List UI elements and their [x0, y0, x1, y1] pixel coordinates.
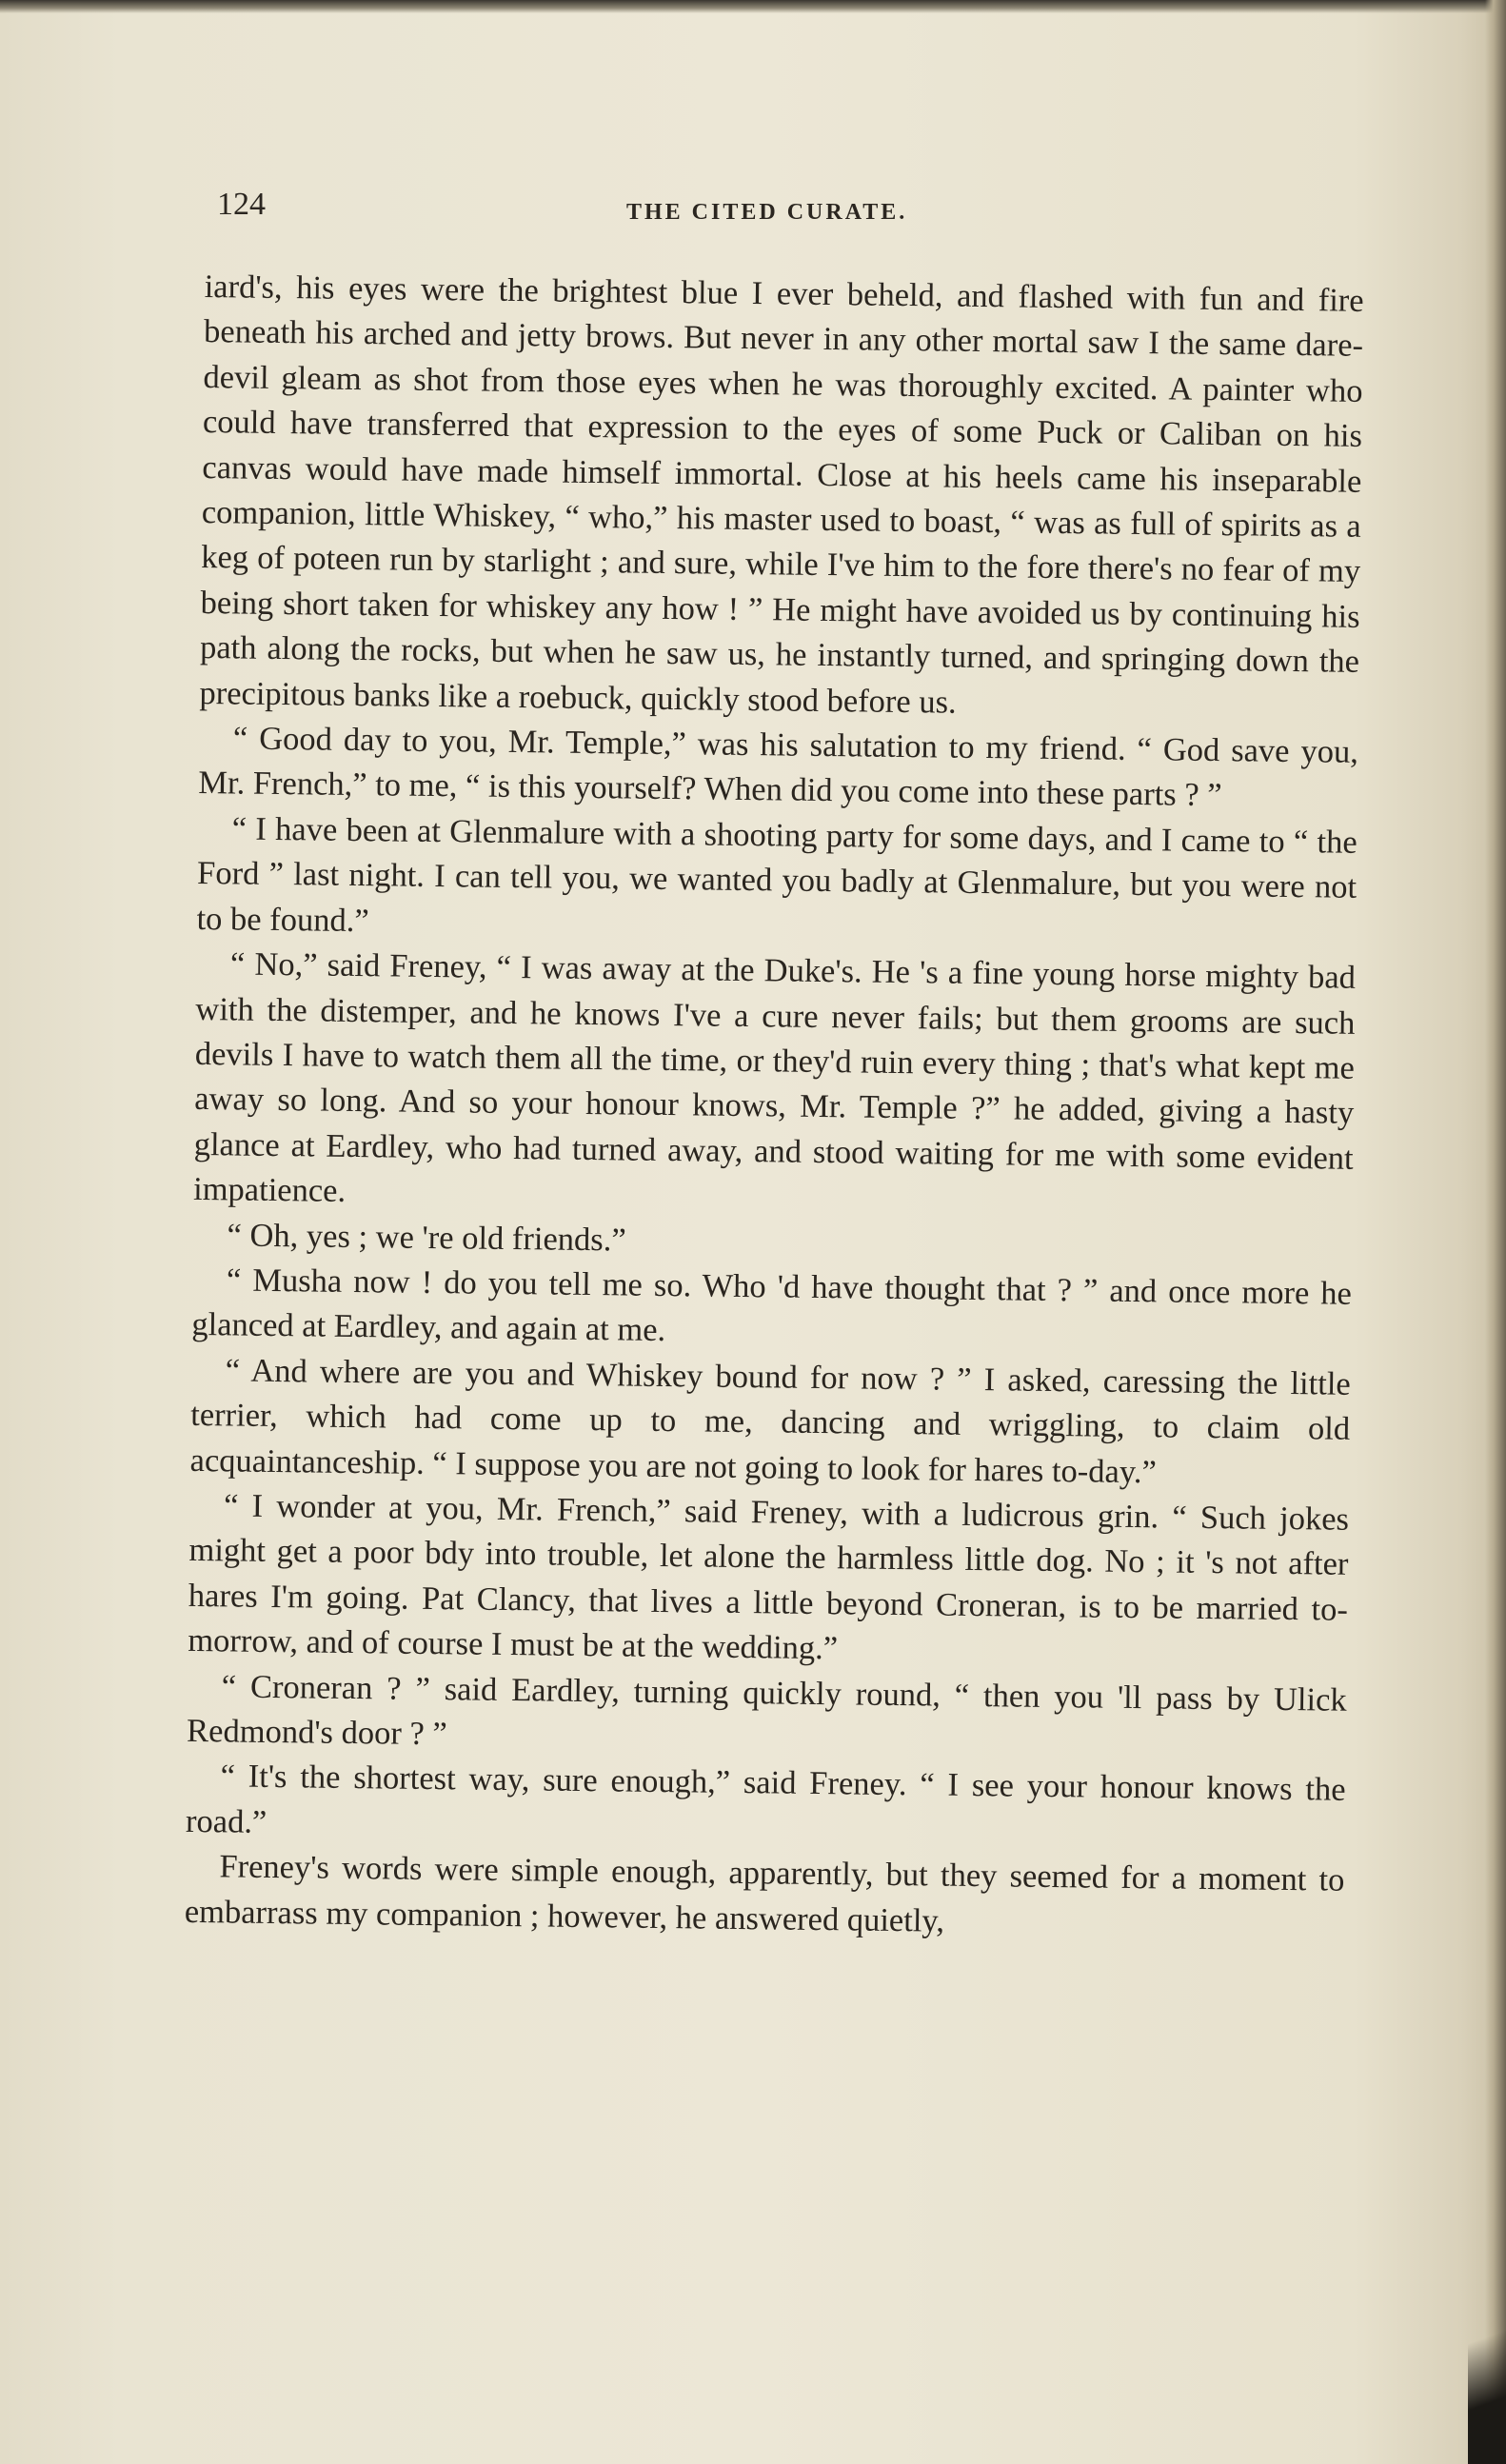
paragraph: “ Musha now ! do you tell me so. Who 'd have thought that ? ” and once more he glanced at Eardley, and again at me. — [191, 1262, 1353, 1349]
paragraph: “ No,” said Freney, “ I was away at the Duke's. He 's a fine young horse mighty bad with the distemper, and he knows I've a cure never fails; but them grooms are such devils I have to watch them all the time, or they'd ruin every thing ; that's what kept me away so long. And so your honour knows, Mr. Temple ?” he added, giving a hasty glance at Eardley, who had turned away, and stood waiting for me with some evident impatience. — [192, 945, 1357, 1210]
page-top-shadow — [0, 0, 1506, 13]
running-title: THE CITED CURATE. — [626, 200, 908, 225]
paragraph: “ Oh, yes ; we 're old friends.” — [227, 1216, 626, 1259]
paragraph: iard's, his eyes were the brightest blue I ever beheld, and flashed with fun and fire beneath his arched and jetty brows. But never in any other mortal saw I the same dare-devil gleam as shot from those eyes when he was thoroughly excited. A painter who could have transferred that expression to the eyes of some Puck or Caliban on his canvas would have made himself immortal. Close at his heels came his inseparable companion, little Whiskey, “ who,” his master used to boast, “ was as full of spirits as a keg of poteen run by starlight ; and sure, while I've him to the fore there's no fear of my being short taken for whiskey any how ! ” He might have avoided us by continuing his path along the rocks, but when he saw us, he instantly turned, and springing down the precipitous banks like a roebuck, quickly stood before us. — [199, 268, 1364, 721]
page-number: 124 — [217, 187, 266, 222]
page-corner-shadow — [1468, 2255, 1506, 2464]
paragraph: “ And where are you and Whiskey bound for now ? ” I asked, caressing the little terrier, which had come up to me, dancing and wriggling, to claim old acquaintanceship. “ I suppose you are not going to look for hares to-day.” — [189, 1352, 1351, 1490]
paragraph: Freney's words were simple enough, apparently, but they seemed for a moment to embarrass my companion ; however, he answered quietly, — [184, 1848, 1345, 1939]
paragraph: “ It's the shortest way, sure enough,” said Freney. “ I see your honour knows the road.” — [185, 1758, 1346, 1840]
paragraph: “ I have been at Glenmalure with a shooting party for some days, and I came to “ the Ford ” last night. I can tell you, we wanted you badly at Glenmalure, but you were not to be found.” — [196, 810, 1357, 939]
running-head — [217, 187, 1359, 244]
body-text — [185, 265, 1364, 1949]
paragraph: “ Good day to you, Mr. Temple,” was his salutation to my friend. “ God save you, Mr. French,” to me, “ is this yourself? When did you come into these parts ? ” — [198, 720, 1359, 814]
page-right-edge — [1485, 0, 1506, 2464]
paragraph: “ Croneran ? ” said Eardley, turning quickly round, “ then you 'll pass by Ulick Redmond's door ? ” — [186, 1667, 1347, 1753]
paragraph: “ I wonder at you, Mr. French,” said Freney, with a ludicrous grin. “ Such jokes might get a poor bdy into trouble, let alone the harmless little dog. No ; it 's not after hares I'm going. Pat Clancy, that lives a little beyond Croneran, is to be married to-morrow, and of course I must be at the wedding.” — [188, 1487, 1350, 1667]
